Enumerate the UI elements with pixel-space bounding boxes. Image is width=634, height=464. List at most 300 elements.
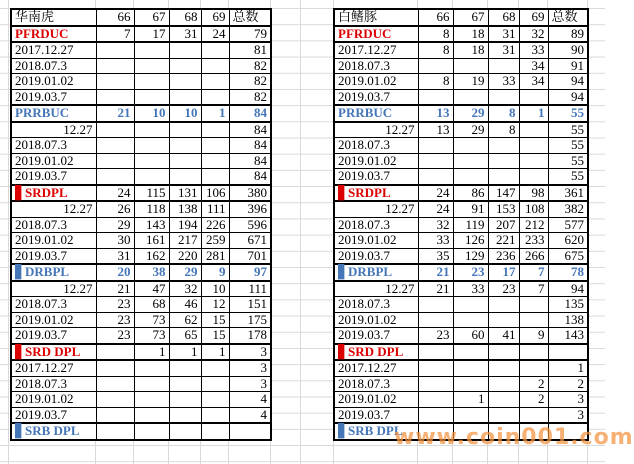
cell-value[interactable] xyxy=(453,169,488,185)
cell-value[interactable]: 8 xyxy=(418,74,453,90)
cell-value[interactable]: 82 xyxy=(229,74,271,90)
cell-value[interactable]: 1 xyxy=(169,344,201,361)
row-label[interactable]: 2018.07.3 xyxy=(334,58,418,74)
column-header[interactable]: 67 xyxy=(134,9,169,26)
cell-value[interactable]: 24 xyxy=(201,26,229,43)
row-label[interactable]: 2018.07.3 xyxy=(334,376,418,392)
cell-value[interactable] xyxy=(96,376,134,392)
column-header[interactable]: 69 xyxy=(201,9,229,26)
cell-value[interactable]: 33 xyxy=(418,233,453,249)
cell-value[interactable] xyxy=(548,423,588,440)
cell-value[interactable]: 3 xyxy=(229,344,271,361)
cell-value[interactable] xyxy=(134,89,169,105)
cell-value[interactable] xyxy=(519,360,548,376)
cell-value[interactable]: 226 xyxy=(201,217,229,233)
cell-value[interactable] xyxy=(201,376,229,392)
cell-value[interactable]: 596 xyxy=(229,217,271,233)
column-header[interactable]: 68 xyxy=(169,9,201,26)
cell-value[interactable] xyxy=(488,376,519,392)
cell-value[interactable]: 111 xyxy=(201,201,229,217)
row-label[interactable]: PRRBUC xyxy=(11,105,96,122)
row-label[interactable]: ▋DRBPL xyxy=(334,264,418,281)
cell-value[interactable] xyxy=(134,58,169,74)
cell-value[interactable] xyxy=(519,122,548,138)
cell-value[interactable] xyxy=(453,153,488,169)
cell-value[interactable]: 62 xyxy=(169,312,201,328)
cell-value[interactable] xyxy=(169,153,201,169)
cell-value[interactable] xyxy=(169,360,201,376)
cell-value[interactable]: 8 xyxy=(418,26,453,43)
cell-value[interactable]: 23 xyxy=(418,328,453,344)
cell-value[interactable] xyxy=(548,344,588,361)
cell-value[interactable]: 577 xyxy=(548,217,588,233)
cell-value[interactable]: 78 xyxy=(548,264,588,281)
cell-value[interactable]: 23 xyxy=(453,264,488,281)
cell-value[interactable]: 33 xyxy=(453,281,488,297)
cell-value[interactable] xyxy=(488,58,519,74)
cell-value[interactable] xyxy=(519,312,548,328)
cell-value[interactable] xyxy=(201,42,229,58)
column-header[interactable]: 69 xyxy=(519,9,548,26)
cell-value[interactable]: 33 xyxy=(519,42,548,58)
cell-value[interactable]: 147 xyxy=(488,185,519,202)
row-label[interactable]: ▋SRD DPL xyxy=(11,344,96,361)
cell-value[interactable] xyxy=(201,169,229,185)
cell-value[interactable] xyxy=(96,360,134,376)
cell-value[interactable]: 65 xyxy=(169,328,201,344)
row-label[interactable]: 2018.07.3 xyxy=(11,297,96,313)
cell-value[interactable] xyxy=(418,376,453,392)
cell-value[interactable]: 90 xyxy=(548,42,588,58)
cell-value[interactable] xyxy=(418,344,453,361)
cell-value[interactable]: 17 xyxy=(134,26,169,43)
cell-value[interactable]: 55 xyxy=(548,153,588,169)
column-header[interactable]: 68 xyxy=(488,9,519,26)
cell-value[interactable] xyxy=(134,42,169,58)
row-label[interactable]: PFRDUC xyxy=(334,26,418,43)
cell-value[interactable]: 94 xyxy=(548,281,588,297)
cell-value[interactable] xyxy=(201,74,229,90)
cell-value[interactable]: 18 xyxy=(453,26,488,43)
cell-value[interactable]: 207 xyxy=(488,217,519,233)
cell-value[interactable]: 60 xyxy=(453,328,488,344)
cell-value[interactable] xyxy=(418,360,453,376)
cell-value[interactable] xyxy=(418,392,453,408)
column-header[interactable]: 66 xyxy=(418,9,453,26)
cell-value[interactable]: 68 xyxy=(134,297,169,313)
cell-value[interactable]: 21 xyxy=(96,105,134,122)
row-label[interactable]: 12.27 xyxy=(334,122,418,138)
cell-value[interactable] xyxy=(96,42,134,58)
cell-value[interactable]: 131 xyxy=(169,185,201,202)
cell-value[interactable]: 55 xyxy=(548,169,588,185)
cell-value[interactable]: 21 xyxy=(418,281,453,297)
row-label[interactable]: 12.27 xyxy=(11,281,96,297)
cell-value[interactable]: 135 xyxy=(548,297,588,313)
row-label[interactable]: 2018.07.3 xyxy=(334,217,418,233)
row-label[interactable]: 2019.01.02 xyxy=(11,392,96,408)
cell-value[interactable]: 3 xyxy=(548,407,588,423)
cell-value[interactable] xyxy=(134,376,169,392)
cell-value[interactable] xyxy=(453,360,488,376)
cell-value[interactable]: 97 xyxy=(229,264,271,281)
table-title[interactable]: 华南虎 xyxy=(11,9,96,26)
cell-value[interactable]: 138 xyxy=(169,201,201,217)
cell-value[interactable]: 4 xyxy=(229,407,271,423)
cell-value[interactable] xyxy=(134,74,169,90)
row-label[interactable]: 12.27 xyxy=(11,201,96,217)
cell-value[interactable]: 35 xyxy=(418,248,453,264)
cell-value[interactable]: 94 xyxy=(548,89,588,105)
cell-value[interactable]: 620 xyxy=(548,233,588,249)
row-label[interactable]: 2019.03.7 xyxy=(11,407,96,423)
cell-value[interactable]: 73 xyxy=(134,328,169,344)
cell-value[interactable]: 24 xyxy=(418,185,453,202)
cell-value[interactable]: 143 xyxy=(548,328,588,344)
cell-value[interactable]: 21 xyxy=(418,264,453,281)
cell-value[interactable] xyxy=(488,89,519,105)
cell-value[interactable]: 55 xyxy=(548,105,588,122)
cell-value[interactable] xyxy=(134,360,169,376)
cell-value[interactable]: 2 xyxy=(519,392,548,408)
cell-value[interactable]: 86 xyxy=(453,185,488,202)
cell-value[interactable]: 175 xyxy=(229,312,271,328)
cell-value[interactable] xyxy=(96,169,134,185)
cell-value[interactable] xyxy=(453,297,488,313)
cell-value[interactable]: 84 xyxy=(229,169,271,185)
cell-value[interactable] xyxy=(134,407,169,423)
cell-value[interactable]: 1 xyxy=(519,105,548,122)
cell-value[interactable] xyxy=(134,122,169,138)
cell-value[interactable] xyxy=(201,360,229,376)
cell-value[interactable] xyxy=(488,407,519,423)
cell-value[interactable]: 15 xyxy=(201,312,229,328)
cell-value[interactable]: 13 xyxy=(418,122,453,138)
cell-value[interactable]: 23 xyxy=(96,312,134,328)
cell-value[interactable] xyxy=(453,407,488,423)
cell-value[interactable]: 55 xyxy=(548,122,588,138)
cell-value[interactable]: 129 xyxy=(453,248,488,264)
cell-value[interactable]: 18 xyxy=(453,42,488,58)
cell-value[interactable] xyxy=(453,423,488,440)
cell-value[interactable] xyxy=(169,42,201,58)
cell-value[interactable]: 9 xyxy=(201,264,229,281)
row-label[interactable]: 2019.03.7 xyxy=(11,328,96,344)
cell-value[interactable] xyxy=(453,376,488,392)
cell-value[interactable]: 84 xyxy=(229,122,271,138)
cell-value[interactable] xyxy=(453,89,488,105)
cell-value[interactable]: 671 xyxy=(229,233,271,249)
cell-value[interactable] xyxy=(519,138,548,154)
cell-value[interactable] xyxy=(134,169,169,185)
cell-value[interactable]: 20 xyxy=(96,264,134,281)
row-label[interactable]: 2017.12.27 xyxy=(11,360,96,376)
cell-value[interactable]: 81 xyxy=(229,42,271,58)
column-header[interactable]: 67 xyxy=(453,9,488,26)
row-label[interactable]: 2018.07.3 xyxy=(11,217,96,233)
row-label[interactable]: 2019.01.02 xyxy=(11,74,96,90)
cell-value[interactable]: 115 xyxy=(134,185,169,202)
cell-value[interactable]: 29 xyxy=(169,264,201,281)
cell-value[interactable] xyxy=(96,392,134,408)
cell-value[interactable]: 4 xyxy=(229,392,271,408)
cell-value[interactable]: 382 xyxy=(548,201,588,217)
cell-value[interactable] xyxy=(96,58,134,74)
cell-value[interactable]: 55 xyxy=(548,138,588,154)
cell-value[interactable] xyxy=(453,312,488,328)
row-label[interactable]: ▋SRDPL xyxy=(334,185,418,202)
cell-value[interactable] xyxy=(169,89,201,105)
cell-value[interactable]: 7 xyxy=(519,281,548,297)
cell-value[interactable] xyxy=(418,138,453,154)
cell-value[interactable]: 8 xyxy=(488,122,519,138)
cell-value[interactable]: 34 xyxy=(519,74,548,90)
cell-value[interactable]: 24 xyxy=(96,185,134,202)
cell-value[interactable]: 8 xyxy=(418,42,453,58)
row-label[interactable]: 2019.03.7 xyxy=(11,169,96,185)
cell-value[interactable] xyxy=(96,74,134,90)
cell-value[interactable]: 1 xyxy=(201,105,229,122)
cell-value[interactable]: 217 xyxy=(169,233,201,249)
cell-value[interactable]: 47 xyxy=(134,281,169,297)
cell-value[interactable]: 19 xyxy=(453,74,488,90)
cell-value[interactable]: 91 xyxy=(453,201,488,217)
cell-value[interactable] xyxy=(169,407,201,423)
cell-value[interactable]: 126 xyxy=(453,233,488,249)
cell-value[interactable] xyxy=(169,122,201,138)
cell-value[interactable]: 153 xyxy=(488,201,519,217)
cell-value[interactable]: 33 xyxy=(488,74,519,90)
cell-value[interactable]: 221 xyxy=(488,233,519,249)
cell-value[interactable]: 2 xyxy=(519,376,548,392)
cell-value[interactable]: 38 xyxy=(134,264,169,281)
cell-value[interactable] xyxy=(169,169,201,185)
row-label[interactable]: 12.27 xyxy=(11,122,96,138)
cell-value[interactable] xyxy=(134,153,169,169)
cell-value[interactable] xyxy=(519,344,548,361)
cell-value[interactable]: 108 xyxy=(519,201,548,217)
cell-value[interactable] xyxy=(169,138,201,154)
row-label[interactable]: 2019.03.7 xyxy=(334,407,418,423)
cell-value[interactable]: 111 xyxy=(229,281,271,297)
cell-value[interactable] xyxy=(169,376,201,392)
cell-value[interactable]: 29 xyxy=(453,122,488,138)
cell-value[interactable] xyxy=(418,153,453,169)
cell-value[interactable]: 29 xyxy=(96,217,134,233)
column-header[interactable]: 66 xyxy=(96,9,134,26)
cell-value[interactable]: 143 xyxy=(134,217,169,233)
cell-value[interactable]: 380 xyxy=(229,185,271,202)
cell-value[interactable] xyxy=(169,423,201,440)
table-title[interactable]: 白鳍豚 xyxy=(334,9,418,26)
cell-value[interactable] xyxy=(134,423,169,440)
cell-value[interactable]: 12 xyxy=(201,297,229,313)
cell-value[interactable]: 8 xyxy=(488,105,519,122)
cell-value[interactable]: 1 xyxy=(548,360,588,376)
cell-value[interactable] xyxy=(519,169,548,185)
row-label[interactable]: 2019.01.02 xyxy=(334,233,418,249)
cell-value[interactable] xyxy=(201,138,229,154)
cell-value[interactable] xyxy=(418,423,453,440)
cell-value[interactable]: 23 xyxy=(488,281,519,297)
cell-value[interactable]: 2 xyxy=(548,376,588,392)
cell-value[interactable] xyxy=(169,392,201,408)
cell-value[interactable] xyxy=(418,407,453,423)
cell-value[interactable]: 701 xyxy=(229,248,271,264)
row-label[interactable]: ▋SRB DPL xyxy=(11,423,96,440)
cell-value[interactable]: 82 xyxy=(229,89,271,105)
cell-value[interactable]: 194 xyxy=(169,217,201,233)
row-label[interactable]: 2019.03.7 xyxy=(334,89,418,105)
cell-value[interactable] xyxy=(519,407,548,423)
cell-value[interactable]: 10 xyxy=(201,281,229,297)
cell-value[interactable] xyxy=(453,58,488,74)
row-label[interactable]: 2019.03.7 xyxy=(334,169,418,185)
row-label[interactable]: ▋SRB DPL xyxy=(334,423,418,440)
cell-value[interactable]: 26 xyxy=(96,201,134,217)
cell-value[interactable] xyxy=(96,423,134,440)
cell-value[interactable]: 31 xyxy=(488,42,519,58)
cell-value[interactable] xyxy=(488,423,519,440)
cell-value[interactable] xyxy=(201,407,229,423)
cell-value[interactable]: 23 xyxy=(96,297,134,313)
cell-value[interactable]: 161 xyxy=(134,233,169,249)
cell-value[interactable] xyxy=(96,89,134,105)
cell-value[interactable] xyxy=(96,344,134,361)
row-label[interactable]: 2019.01.02 xyxy=(334,312,418,328)
row-label[interactable]: 2019.01.02 xyxy=(334,74,418,90)
cell-value[interactable] xyxy=(488,392,519,408)
row-label[interactable]: 2018.07.3 xyxy=(334,138,418,154)
cell-value[interactable]: 106 xyxy=(201,185,229,202)
cell-value[interactable]: 675 xyxy=(548,248,588,264)
row-label[interactable]: 2019.01.02 xyxy=(334,153,418,169)
cell-value[interactable]: 24 xyxy=(418,201,453,217)
cell-value[interactable]: 89 xyxy=(548,26,588,43)
cell-value[interactable]: 84 xyxy=(229,153,271,169)
row-label[interactable]: ▋SRD DPL xyxy=(334,344,418,361)
cell-value[interactable] xyxy=(201,89,229,105)
cell-value[interactable]: 396 xyxy=(229,201,271,217)
cell-value[interactable]: 361 xyxy=(548,185,588,202)
cell-value[interactable] xyxy=(169,58,201,74)
cell-value[interactable]: 1 xyxy=(201,344,229,361)
cell-value[interactable] xyxy=(96,138,134,154)
cell-value[interactable] xyxy=(201,122,229,138)
cell-value[interactable] xyxy=(169,74,201,90)
cell-value[interactable]: 3 xyxy=(229,360,271,376)
row-label[interactable]: 2018.07.3 xyxy=(11,138,96,154)
cell-value[interactable] xyxy=(418,169,453,185)
row-label[interactable]: 2019.01.02 xyxy=(11,312,96,328)
cell-value[interactable]: 32 xyxy=(418,217,453,233)
row-label[interactable]: 2019.01.02 xyxy=(11,153,96,169)
cell-value[interactable]: 212 xyxy=(519,217,548,233)
row-label[interactable]: ▋SRDPL xyxy=(11,185,96,202)
row-label[interactable]: 2019.03.7 xyxy=(334,328,418,344)
cell-value[interactable]: 1 xyxy=(134,344,169,361)
row-label[interactable]: 2019.01.02 xyxy=(334,392,418,408)
cell-value[interactable] xyxy=(519,153,548,169)
cell-value[interactable] xyxy=(418,89,453,105)
row-label[interactable]: ▋DRBPL xyxy=(11,264,96,281)
cell-value[interactable]: 94 xyxy=(548,74,588,90)
cell-value[interactable]: 21 xyxy=(96,281,134,297)
cell-value[interactable] xyxy=(96,407,134,423)
cell-value[interactable] xyxy=(488,344,519,361)
cell-value[interactable]: 10 xyxy=(169,105,201,122)
cell-value[interactable]: 32 xyxy=(519,26,548,43)
row-label[interactable]: 2019.03.7 xyxy=(334,248,418,264)
cell-value[interactable] xyxy=(488,297,519,313)
column-header[interactable]: 总数 xyxy=(229,9,271,26)
cell-value[interactable]: 84 xyxy=(229,105,271,122)
cell-value[interactable]: 29 xyxy=(453,105,488,122)
cell-value[interactable]: 13 xyxy=(418,105,453,122)
cell-value[interactable] xyxy=(201,153,229,169)
cell-value[interactable] xyxy=(201,423,229,440)
cell-value[interactable] xyxy=(229,423,271,440)
cell-value[interactable]: 32 xyxy=(169,281,201,297)
cell-value[interactable] xyxy=(488,138,519,154)
cell-value[interactable] xyxy=(418,58,453,74)
row-label[interactable]: 2017.12.27 xyxy=(11,42,96,58)
row-label[interactable]: 2018.07.3 xyxy=(334,297,418,313)
row-label[interactable]: PFRDUC xyxy=(11,26,96,43)
cell-value[interactable]: 118 xyxy=(134,201,169,217)
row-label[interactable]: 2019.03.7 xyxy=(11,89,96,105)
cell-value[interactable]: 1 xyxy=(453,392,488,408)
cell-value[interactable]: 178 xyxy=(229,328,271,344)
cell-value[interactable]: 119 xyxy=(453,217,488,233)
cell-value[interactable] xyxy=(519,423,548,440)
row-label[interactable]: 2017.12.27 xyxy=(334,360,418,376)
cell-value[interactable]: 79 xyxy=(229,26,271,43)
cell-value[interactable]: 46 xyxy=(169,297,201,313)
cell-value[interactable]: 34 xyxy=(519,58,548,74)
cell-value[interactable] xyxy=(418,297,453,313)
cell-value[interactable] xyxy=(488,312,519,328)
cell-value[interactable]: 31 xyxy=(96,248,134,264)
cell-value[interactable]: 82 xyxy=(229,58,271,74)
cell-value[interactable]: 233 xyxy=(519,233,548,249)
cell-value[interactable]: 17 xyxy=(488,264,519,281)
cell-value[interactable]: 84 xyxy=(229,138,271,154)
cell-value[interactable]: 98 xyxy=(519,185,548,202)
cell-value[interactable] xyxy=(519,89,548,105)
row-label[interactable]: 2019.01.02 xyxy=(11,233,96,249)
cell-value[interactable]: 266 xyxy=(519,248,548,264)
cell-value[interactable]: 7 xyxy=(96,26,134,43)
cell-value[interactable]: 73 xyxy=(134,312,169,328)
cell-value[interactable] xyxy=(519,297,548,313)
column-header[interactable]: 总数 xyxy=(548,9,588,26)
row-label[interactable]: 2018.07.3 xyxy=(11,376,96,392)
cell-value[interactable] xyxy=(96,122,134,138)
cell-value[interactable]: 41 xyxy=(488,328,519,344)
cell-value[interactable]: 30 xyxy=(96,233,134,249)
cell-value[interactable] xyxy=(201,58,229,74)
row-label[interactable]: 12.27 xyxy=(334,281,418,297)
cell-value[interactable] xyxy=(488,153,519,169)
cell-value[interactable]: 3 xyxy=(229,376,271,392)
cell-value[interactable] xyxy=(453,138,488,154)
cell-value[interactable] xyxy=(96,153,134,169)
cell-value[interactable]: 3 xyxy=(548,392,588,408)
cell-value[interactable] xyxy=(488,169,519,185)
row-label[interactable]: 2018.07.3 xyxy=(11,58,96,74)
cell-value[interactable]: 236 xyxy=(488,248,519,264)
